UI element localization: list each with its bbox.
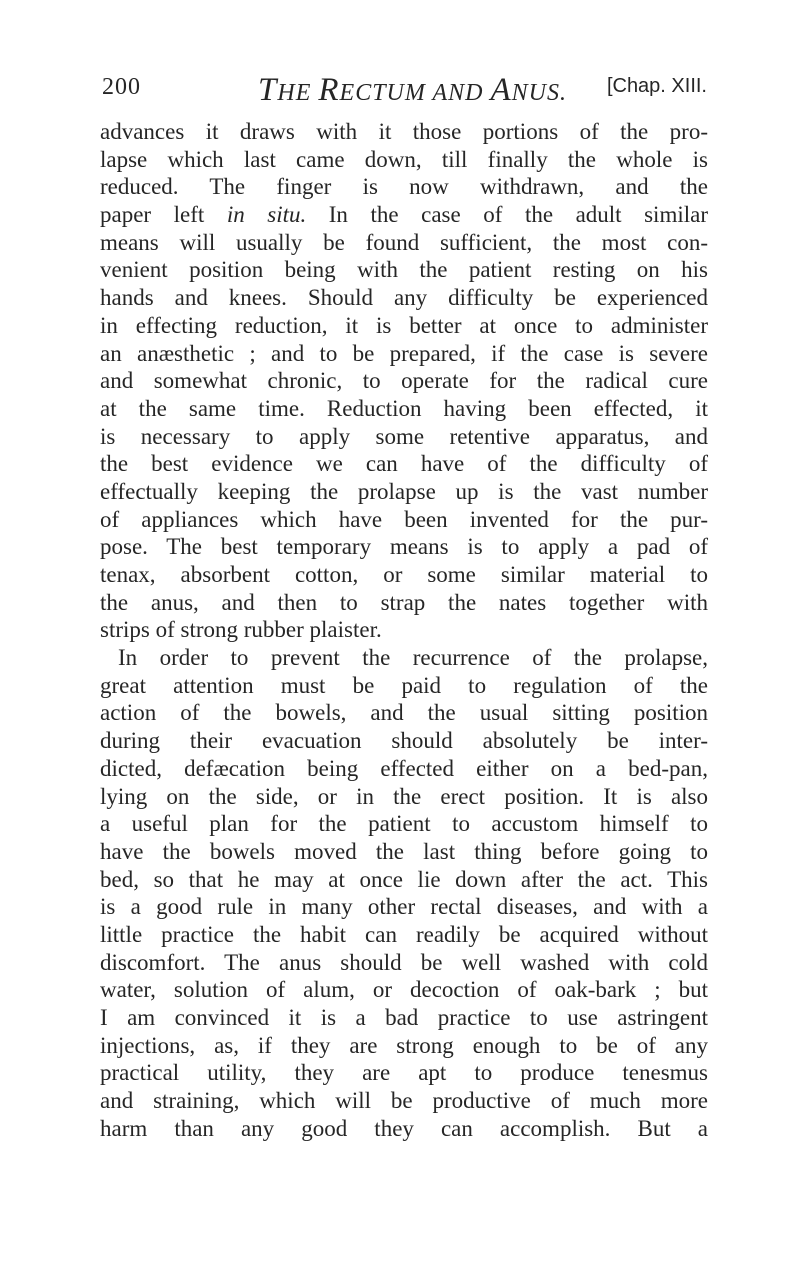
text-line: action of the bowels, and the usual sitting position (100, 700, 708, 726)
running-title-part: T (258, 72, 278, 108)
text-line: hands and knees. Should any difficulty be experienced (100, 285, 708, 311)
text-line: little practice the habit can readily be acquired without (100, 921, 708, 947)
text-line: of appliances which have been invented for the pur- (100, 506, 708, 532)
text-line: the best evidence we can have of the difficulty of (100, 451, 708, 477)
text-line: strips of strong rubber plaister. (100, 617, 382, 643)
text-line: lying on the side, or in the erect position. It is also (100, 783, 708, 809)
running-title-part: HE (277, 80, 319, 106)
text-line: water, solution of alum, or decoction of oak-bark ; but (100, 977, 708, 1003)
text-line: a useful plan for the patient to accustom himself to (100, 811, 708, 837)
text-line: lapse which last came down, till finally the whole is (100, 146, 708, 172)
text-line: dicted, defæcation being effected either on a bed-pan, (100, 755, 708, 781)
running-title-part: AND (432, 80, 491, 106)
text-line: the anus, and then to strap the nates together with (100, 589, 708, 615)
text-line: at the same time. Reduction having been effected, it (100, 395, 708, 421)
text-line: pose. The best temporary means is to apply a pad of (100, 534, 708, 560)
running-title-part: NUS. (511, 80, 567, 106)
text-line: is necessary to apply some retentive apparatus, and (100, 423, 708, 449)
running-title (258, 72, 567, 109)
chapter-reference: [Chap. XIII. (606, 75, 707, 97)
text-line: tenax, absorbent cotton, or some similar material to (100, 562, 708, 587)
text-line: bed, so that he may at once lie down after the act. This (100, 866, 708, 892)
running-title-part: A (490, 72, 512, 108)
text-line: and straining, which will be productive of much more (100, 1088, 708, 1114)
text-line-rest: In the case of the adult similar (306, 202, 708, 228)
text-line: harm than any good they can accomplish. But a (100, 1115, 708, 1141)
page-header (102, 74, 707, 114)
running-title-part: R (318, 72, 340, 108)
text-line: effectually keeping the prolapse up is the vast number (100, 478, 708, 504)
text-line: an anæsthetic ; and to be prepared, if the case is severe (100, 340, 708, 366)
text-line: is a good rule in many other rectal diseases, and with a (100, 894, 708, 920)
text-line: and somewhat chronic, to operate for the radical cure (100, 368, 708, 394)
text-line: venient position being with the patient resting on his (100, 257, 708, 283)
text-line: In order to prevent the recurrence of the prolapse, (118, 645, 708, 671)
text-line: means will usually be found sufficient, the most con- (100, 229, 708, 255)
text-line: have the bowels moved the last thing before going to (100, 838, 708, 864)
running-title-part: ECTUM (339, 80, 433, 106)
text-line: advances it draws with it those portions of the pro- (100, 119, 708, 144)
body-text (100, 118, 708, 1142)
text-line: great attention must be paid to regulation of the (100, 672, 708, 698)
text-line (100, 201, 708, 229)
text-line: I am convinced it is a bad practice to use astringent (100, 1005, 708, 1030)
italic-phrase: in situ. (226, 202, 307, 228)
text-line: reduced. The finger is now withdrawn, and the (100, 174, 708, 200)
text-line: injections, as, if they are strong enough to be of any (100, 1032, 708, 1058)
text-line: in effecting reduction, it is better at once to administer (100, 312, 708, 338)
text-line-start: paper left (100, 202, 227, 228)
page-number: 200 (102, 74, 141, 100)
text-line: practical utility, they are apt to produce tenesmus (100, 1060, 708, 1086)
text-line: discomfort. The anus should be well washed with cold (100, 949, 708, 975)
text-line: during their evacuation should absolutely be inter- (100, 728, 708, 754)
